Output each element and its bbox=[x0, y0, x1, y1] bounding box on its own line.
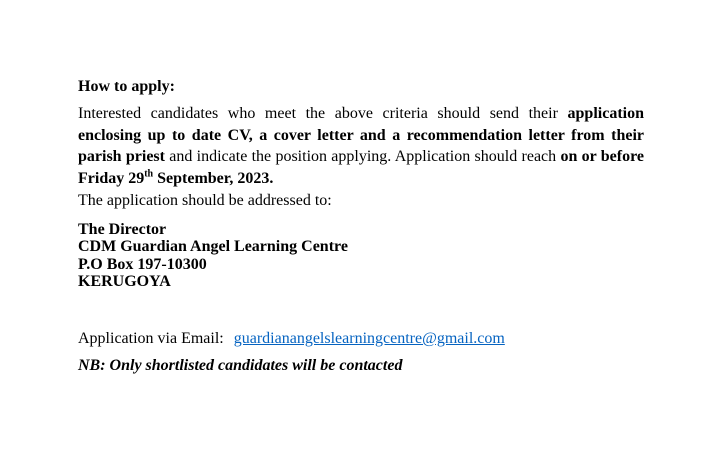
address-line: The Director bbox=[78, 220, 167, 238]
address-line: P.O Box 197-10300 bbox=[78, 255, 207, 273]
email-line bbox=[78, 328, 644, 350]
section-heading: How to apply: bbox=[78, 78, 175, 95]
email-link[interactable]: guardianangelslearningcentre@gmail.com bbox=[233, 329, 505, 347]
address-line: KERUGOYA bbox=[78, 273, 171, 291]
addressed-to-line: The application should be addressed to: bbox=[78, 191, 332, 209]
document-body bbox=[78, 0, 644, 377]
nb-note: NB: Only shortlisted candidates will be contacted bbox=[78, 356, 403, 374]
email-label: Application via Email: bbox=[78, 329, 224, 347]
address-block bbox=[78, 221, 644, 291]
intro-paragraph: Interested candidates who meet the above criteria should send their application enclosing up to date CV, a cover letter and a recommendation letter from their parish priest and indicate the position applying. Application should reach on or before Friday 29th September, 2023. bbox=[78, 105, 644, 188]
address-line: CDM Guardian Angel Learning Centre bbox=[78, 238, 348, 256]
